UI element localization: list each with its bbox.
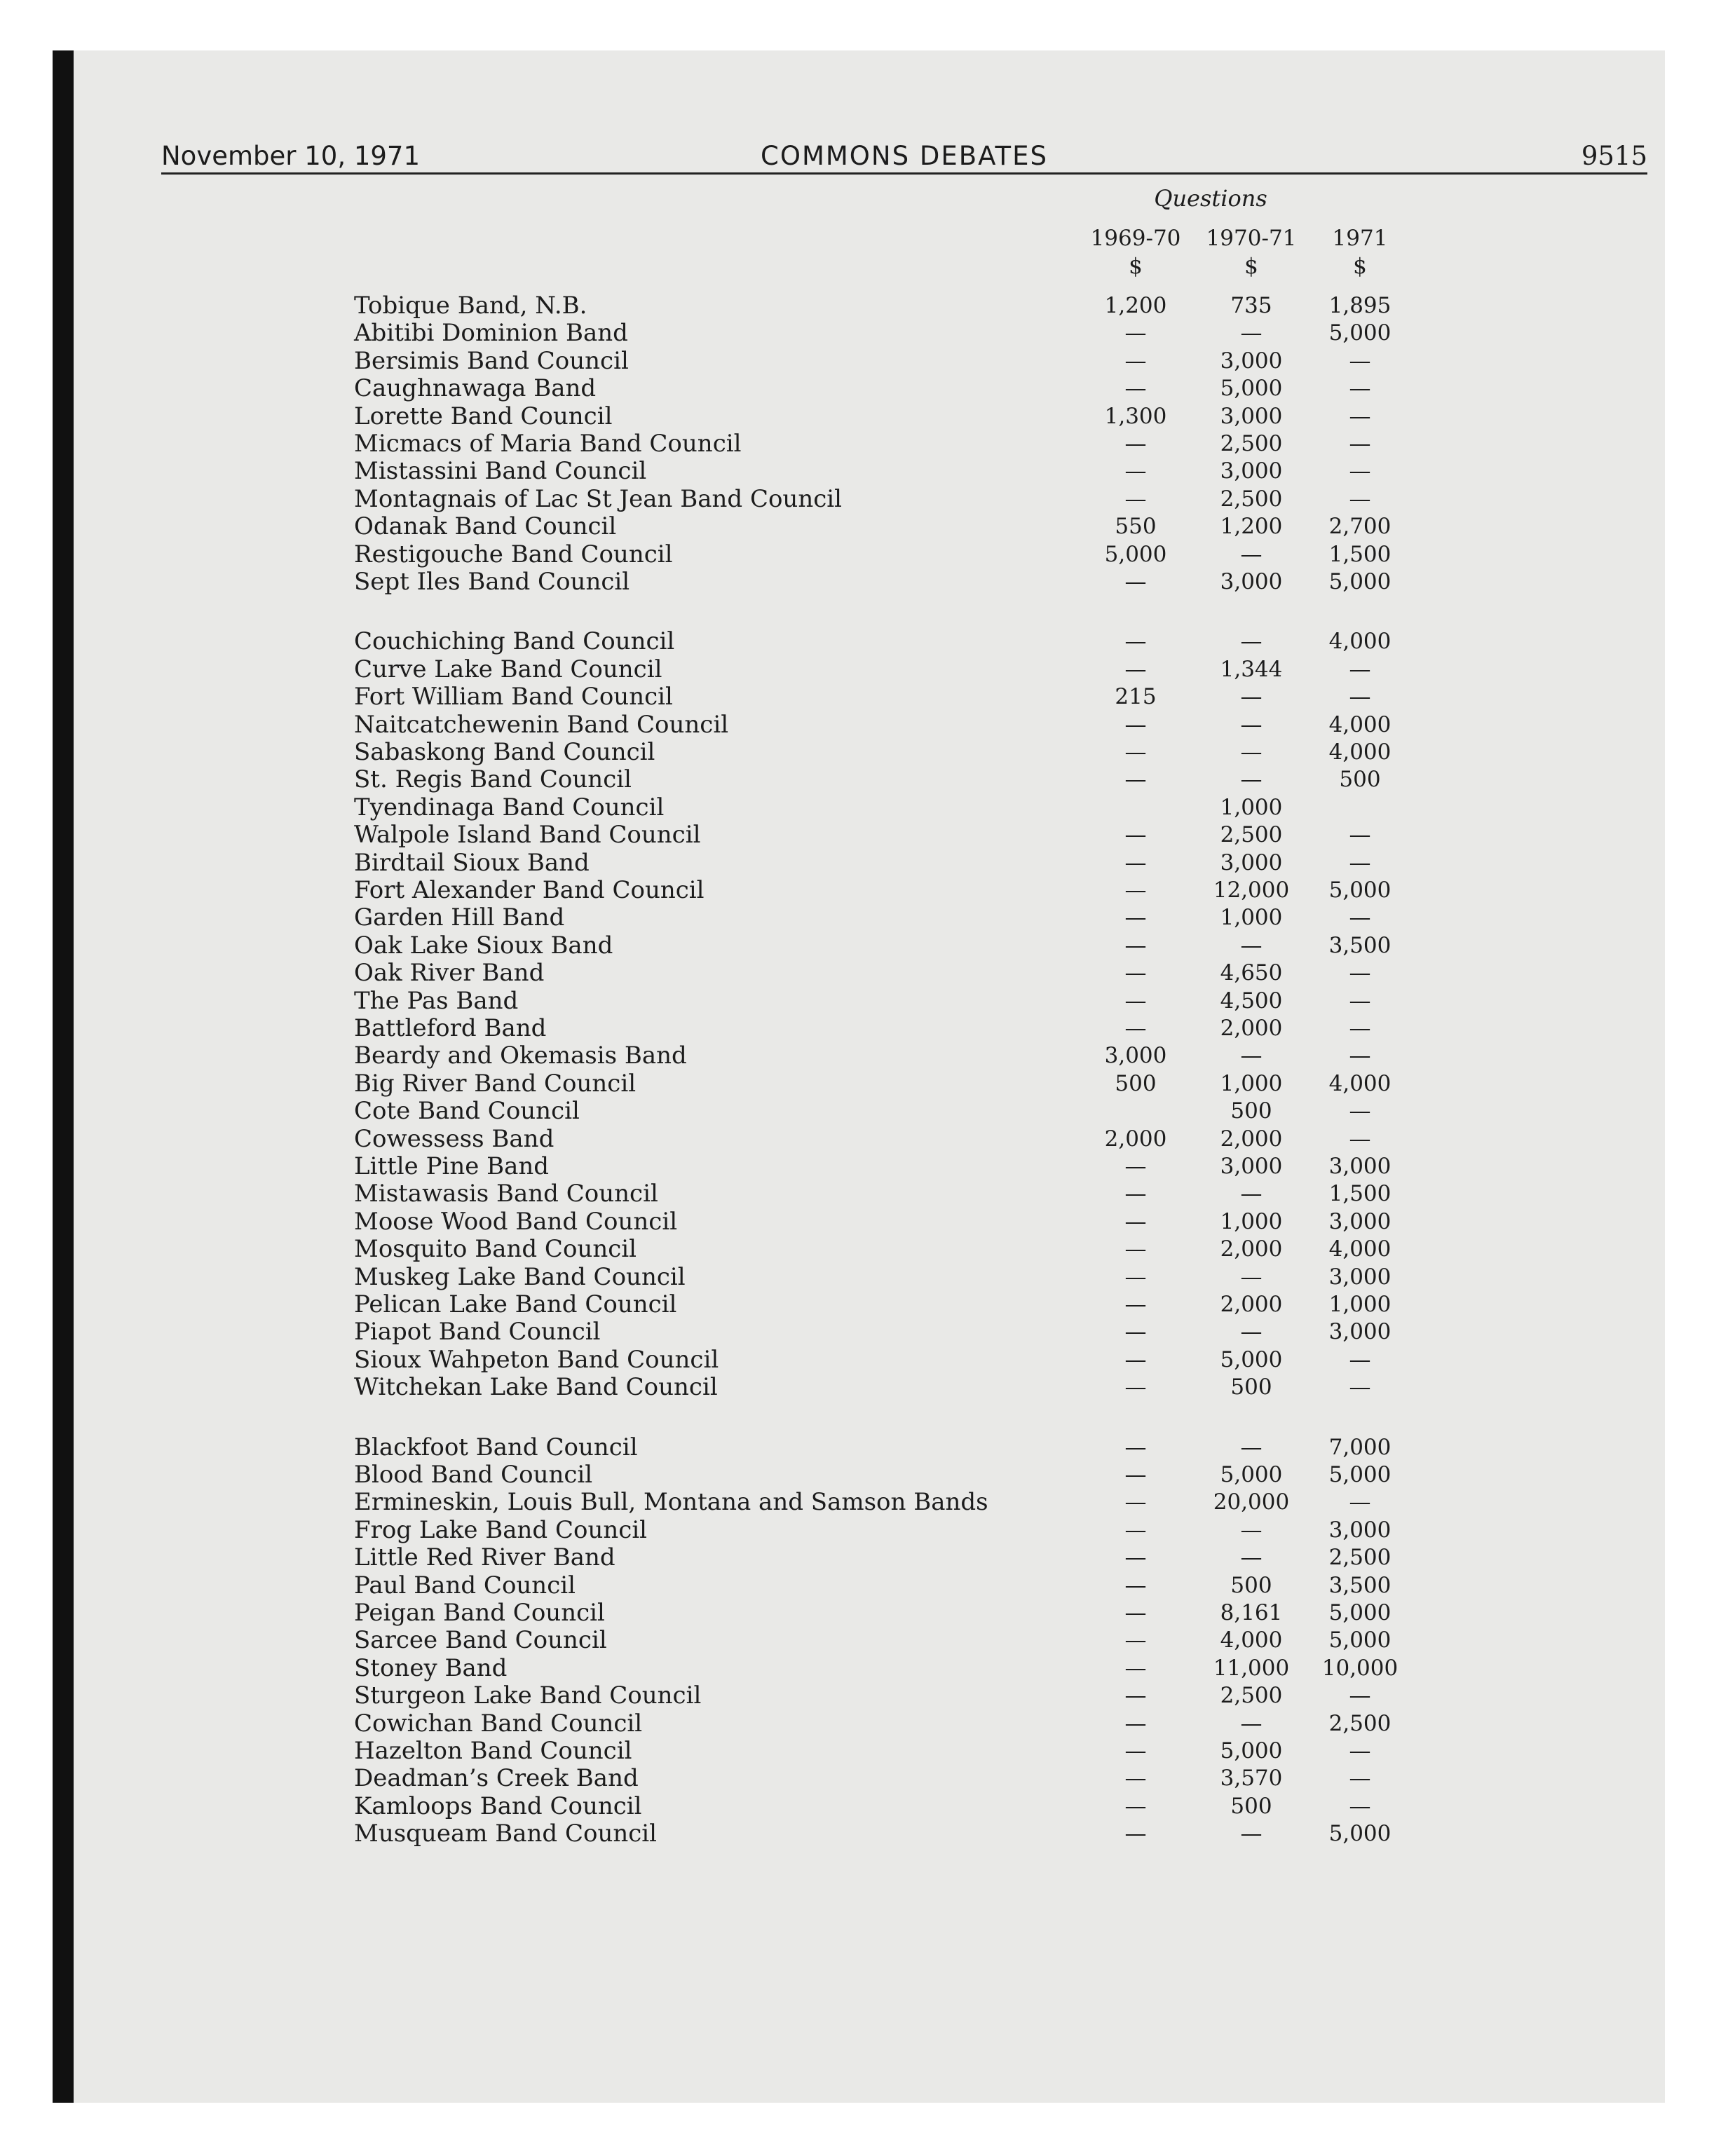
table-row: [53, 904, 1665, 932]
value-1970-71: —: [1240, 739, 1263, 765]
value-1970-71: 3,000: [1220, 1154, 1283, 1179]
section-title: Questions: [1154, 185, 1267, 212]
value-1969-70: —: [1124, 1292, 1147, 1317]
value-1971: —: [1349, 1738, 1371, 1763]
table-row: [53, 1208, 1665, 1236]
value-1970-71: 2,500: [1220, 486, 1283, 512]
value-1969-70: —: [1124, 739, 1147, 765]
value-1971: 5,000: [1328, 1600, 1392, 1625]
value-1969-70: —: [1124, 1711, 1147, 1736]
value-1969-70: —: [1124, 1209, 1147, 1234]
table-row: [53, 932, 1665, 960]
value-1970-71: —: [1240, 320, 1263, 346]
band-name: Mistassini Band Council: [354, 457, 647, 485]
value-1969-70: —: [1124, 1489, 1147, 1515]
value-1969-70: —: [1124, 1628, 1147, 1653]
value-1970-71: —: [1240, 629, 1263, 654]
value-1971: —: [1349, 1126, 1371, 1152]
band-name: Sarcee Band Council: [354, 1626, 607, 1654]
table-row: [53, 1710, 1665, 1738]
table-row: [53, 1572, 1665, 1599]
band-name: Battleford Band: [354, 1014, 547, 1042]
value-1970-71: —: [1240, 1517, 1263, 1543]
value-1971: 5,000: [1328, 569, 1392, 594]
band-name: Caughnawaga Band: [354, 374, 597, 402]
band-name: Bersimis Band Council: [354, 347, 629, 375]
value-1969-70: —: [1124, 1766, 1147, 1791]
table-row: [53, 683, 1665, 711]
value-1971: 3,000: [1328, 1154, 1392, 1179]
band-name: Blackfoot Band Council: [354, 1433, 638, 1461]
column-year-1971: 1971: [1332, 226, 1388, 251]
value-1969-70: —: [1124, 486, 1147, 512]
table-row: [53, 1793, 1665, 1820]
value-1970-71: 1,344: [1220, 657, 1283, 682]
band-name: Tobique Band, N.B.: [354, 292, 587, 320]
band-name: Witchekan Lake Band Council: [354, 1373, 718, 1401]
band-name: Sioux Wahpeton Band Council: [354, 1346, 719, 1374]
value-1970-71: —: [1240, 1181, 1263, 1206]
value-1969-70: 3,000: [1104, 1043, 1167, 1068]
table-row: [53, 1820, 1665, 1848]
value-1970-71: 1,000: [1220, 1209, 1283, 1234]
band-name: Micmacs of Maria Band Council: [354, 430, 742, 458]
band-name: Little Pine Band: [354, 1152, 550, 1180]
value-1971: 4,000: [1328, 712, 1392, 737]
band-name: Tyendinaga Band Council: [354, 793, 665, 821]
value-1969-70: —: [1124, 850, 1147, 875]
column-year-1970-71: 1970-71: [1206, 226, 1297, 251]
value-1971: 10,000: [1321, 1656, 1399, 1681]
value-1969-70: —: [1124, 458, 1147, 484]
value-1970-71: —: [1240, 933, 1263, 958]
band-name: Pelican Lake Band Council: [354, 1290, 677, 1318]
value-1969-70: —: [1124, 629, 1147, 654]
value-1970-71: 3,000: [1220, 348, 1283, 374]
value-1970-71: 5,000: [1220, 1462, 1283, 1487]
band-name: Kamloops Band Council: [354, 1792, 642, 1820]
value-1971: 2,700: [1328, 514, 1392, 539]
table-row: [53, 1126, 1665, 1153]
value-1970-71: 2,500: [1220, 1683, 1283, 1708]
value-1971: —: [1349, 657, 1371, 682]
value-1971: —: [1349, 850, 1371, 875]
value-1970-71: —: [1240, 1711, 1263, 1736]
value-1971: 3,000: [1328, 1319, 1392, 1344]
band-name: Beardy and Okemasis Band: [354, 1042, 687, 1070]
band-name: Naitcatchewenin Band Council: [354, 711, 729, 739]
value-1970-71: 3,000: [1220, 569, 1283, 594]
value-1969-70: —: [1124, 657, 1147, 682]
table-row: [53, 1517, 1665, 1544]
value-1971: —: [1349, 905, 1371, 930]
band-name: Restigouche Band Council: [354, 540, 673, 568]
band-name: Stoney Band: [354, 1654, 508, 1682]
value-1971: —: [1349, 1098, 1371, 1124]
value-1969-70: —: [1124, 376, 1147, 401]
value-1971: —: [1349, 1794, 1371, 1819]
value-1971: 3,000: [1328, 1517, 1392, 1543]
running-header: [161, 140, 1647, 172]
value-1969-70: —: [1124, 348, 1147, 374]
value-1971: 1,500: [1328, 542, 1392, 567]
value-1969-70: —: [1124, 1656, 1147, 1681]
band-name: Montagnais of Lac St Jean Band Council: [354, 485, 843, 513]
value-1969-70: —: [1124, 1016, 1147, 1041]
table-row: [53, 1544, 1665, 1571]
band-name: Cote Band Council: [354, 1097, 580, 1125]
value-1971: —: [1349, 431, 1371, 456]
value-1969-70: —: [1124, 878, 1147, 903]
table-row: [53, 711, 1665, 739]
value-1970-71: —: [1240, 1821, 1263, 1846]
value-1971: —: [1349, 486, 1371, 512]
value-1971: 1,895: [1328, 293, 1392, 318]
band-name: Couchiching Band Council: [354, 627, 675, 655]
table-row: [53, 1738, 1665, 1765]
band-name: Little Red River Band: [354, 1543, 615, 1571]
value-1970-71: 2,000: [1220, 1292, 1283, 1317]
band-name: Big River Band Council: [354, 1070, 637, 1098]
table-row: [53, 766, 1665, 793]
table-row: [53, 568, 1665, 596]
table-row: [53, 1461, 1665, 1489]
table-row: [53, 850, 1665, 877]
value-1969-70: —: [1124, 1347, 1147, 1372]
value-1970-71: —: [1240, 712, 1263, 737]
value-1971: 5,000: [1328, 878, 1392, 903]
value-1970-71: 2,500: [1220, 822, 1283, 847]
value-1970-71: 5,000: [1220, 376, 1283, 401]
table-row: [53, 628, 1665, 655]
value-1969-70: —: [1124, 431, 1147, 456]
table-row: [53, 1599, 1665, 1627]
header-date: November 10, 1971: [161, 141, 421, 171]
value-1969-70: —: [1124, 1794, 1147, 1819]
value-1970-71: —: [1240, 1319, 1263, 1344]
table-row: [53, 458, 1665, 485]
value-1971: —: [1349, 1374, 1371, 1400]
table-row: [53, 1264, 1665, 1291]
table-row: [53, 1015, 1665, 1042]
value-1969-70: —: [1124, 1600, 1147, 1625]
value-1971: 2,500: [1328, 1545, 1392, 1570]
value-1970-71: 1,200: [1220, 514, 1283, 539]
value-1971: —: [1349, 960, 1371, 985]
table-row: [53, 1070, 1665, 1098]
value-1970-71: 4,650: [1220, 960, 1283, 985]
value-1969-70: —: [1124, 1683, 1147, 1708]
value-1969-70: —: [1124, 1545, 1147, 1570]
band-name: Peigan Band Council: [354, 1599, 605, 1627]
band-name: Oak Lake Sioux Band: [354, 932, 613, 960]
value-1970-71: 12,000: [1213, 878, 1290, 903]
value-1970-71: —: [1240, 767, 1263, 792]
value-1971: 3,000: [1328, 1209, 1392, 1234]
table-row: [53, 877, 1665, 904]
value-1971: 1,000: [1328, 1292, 1392, 1317]
value-1971: 3,000: [1328, 1264, 1392, 1290]
value-1969-70: —: [1124, 933, 1147, 958]
band-name: Garden Hill Band: [354, 903, 565, 932]
value-1970-71: —: [1240, 684, 1263, 709]
band-name: Musqueam Band Council: [354, 1820, 658, 1848]
value-1970-71: 5,000: [1220, 1347, 1283, 1372]
table-row: [53, 1346, 1665, 1374]
value-1969-70: —: [1124, 1181, 1147, 1206]
value-1971: 4,000: [1328, 1236, 1392, 1262]
band-name: Odanak Band Council: [354, 512, 617, 540]
band-name: Cowessess Band: [354, 1125, 554, 1153]
value-1971: —: [1349, 1016, 1371, 1041]
value-1969-70: —: [1124, 1374, 1147, 1400]
value-1970-71: 2,500: [1220, 431, 1283, 456]
value-1969-70: —: [1124, 1264, 1147, 1290]
band-name: Frog Lake Band Council: [354, 1516, 648, 1544]
value-1969-70: 550: [1115, 514, 1157, 539]
table-row: [53, 1180, 1665, 1208]
band-name: Curve Lake Band Council: [354, 655, 662, 683]
value-1969-70: 500: [1115, 1071, 1157, 1096]
value-1970-71: 4,000: [1220, 1628, 1283, 1653]
value-1971: 4,000: [1328, 629, 1392, 654]
table-row: [53, 430, 1665, 458]
value-1969-70: —: [1124, 1435, 1147, 1460]
table-row: [53, 656, 1665, 683]
value-1971: 5,000: [1328, 1628, 1392, 1653]
value-1971: 5,000: [1328, 1821, 1392, 1846]
column-unit-1970-71: $: [1244, 254, 1258, 279]
band-name: Fort Alexander Band Council: [354, 876, 705, 904]
column-unit-1971: $: [1353, 254, 1367, 279]
table-row: [53, 403, 1665, 430]
value-1971: —: [1349, 1347, 1371, 1372]
value-1971: 4,000: [1328, 739, 1392, 765]
value-1970-71: 500: [1230, 1098, 1272, 1124]
value-1970-71: 1,000: [1220, 795, 1283, 820]
value-1970-71: —: [1240, 1545, 1263, 1570]
value-1971: 3,500: [1328, 933, 1392, 958]
table-row: [53, 988, 1665, 1015]
value-1969-70: —: [1124, 1821, 1147, 1846]
value-1970-71: 2,000: [1220, 1016, 1283, 1041]
table-row: [53, 486, 1665, 513]
band-name: Mistawasis Band Council: [354, 1180, 658, 1208]
band-name: Fort William Band Council: [354, 683, 673, 711]
table-row: [53, 1042, 1665, 1070]
value-1969-70: —: [1124, 1319, 1147, 1344]
value-1969-70: 1,200: [1104, 293, 1167, 318]
table-row: [53, 1153, 1665, 1180]
band-name: Lorette Band Council: [354, 402, 613, 430]
band-name: Blood Band Council: [354, 1461, 593, 1489]
value-1971: —: [1349, 458, 1371, 484]
band-name: Sabaskong Band Council: [354, 738, 655, 766]
table-row: [53, 1682, 1665, 1710]
value-1971: —: [1349, 822, 1371, 847]
column-year-1969-70: 1969-70: [1090, 226, 1181, 251]
band-name: Cowichan Band Council: [354, 1710, 643, 1738]
value-1970-71: 500: [1230, 1573, 1272, 1598]
band-name: Oak River Band: [354, 959, 545, 987]
value-1971: —: [1349, 1489, 1371, 1515]
table-row: [53, 739, 1665, 766]
header-rule: [161, 172, 1647, 175]
table-row: [53, 292, 1665, 320]
band-name: Deadman’s Creek Band: [354, 1764, 639, 1792]
value-1970-71: 2,000: [1220, 1236, 1283, 1262]
band-name: The Pas Band: [354, 987, 519, 1015]
value-1970-71: 11,000: [1213, 1656, 1290, 1681]
band-name: Piapot Band Council: [354, 1318, 601, 1346]
value-1970-71: 500: [1230, 1794, 1272, 1819]
value-1969-70: —: [1124, 1236, 1147, 1262]
value-1969-70: 215: [1115, 684, 1157, 709]
value-1971: 7,000: [1328, 1435, 1392, 1460]
value-1971: 3,500: [1328, 1573, 1392, 1598]
band-name: Paul Band Council: [354, 1571, 576, 1599]
value-1971: —: [1349, 684, 1371, 709]
table-row: [53, 1236, 1665, 1263]
value-1971: —: [1349, 1683, 1371, 1708]
value-1971: —: [1349, 348, 1371, 374]
value-1970-71: 20,000: [1213, 1489, 1290, 1515]
value-1970-71: 3,000: [1220, 404, 1283, 429]
value-1969-70: —: [1124, 712, 1147, 737]
value-1970-71: 735: [1230, 293, 1272, 318]
value-1971: —: [1349, 988, 1371, 1014]
value-1970-71: 1,000: [1220, 1071, 1283, 1096]
value-1970-71: 2,000: [1220, 1126, 1283, 1152]
value-1969-70: —: [1124, 988, 1147, 1014]
value-1971: —: [1349, 376, 1371, 401]
value-1970-71: 5,000: [1220, 1738, 1283, 1763]
value-1970-71: 1,000: [1220, 905, 1283, 930]
band-name: Birdtail Sioux Band: [354, 849, 590, 877]
value-1970-71: 500: [1230, 1374, 1272, 1400]
value-1969-70: —: [1124, 1573, 1147, 1598]
table-row: [53, 821, 1665, 849]
table-row: [53, 1627, 1665, 1654]
band-name: Moose Wood Band Council: [354, 1208, 678, 1236]
value-1969-70: —: [1124, 1154, 1147, 1179]
table-row: [53, 513, 1665, 540]
value-1970-71: —: [1240, 1435, 1263, 1460]
value-1969-70: —: [1124, 1738, 1147, 1763]
table-row: [53, 1291, 1665, 1318]
value-1970-71: —: [1240, 1043, 1263, 1068]
value-1971: 500: [1339, 767, 1381, 792]
value-1971: —: [1349, 404, 1371, 429]
band-name: Sturgeon Lake Band Council: [354, 1681, 702, 1710]
table-row: [53, 320, 1665, 347]
table-row: [53, 375, 1665, 402]
value-1969-70: —: [1124, 320, 1147, 346]
value-1970-71: 3,000: [1220, 850, 1283, 875]
band-name: Walpole Island Band Council: [354, 821, 701, 849]
value-1971: 5,000: [1328, 320, 1392, 346]
value-1971: 1,500: [1328, 1181, 1392, 1206]
header-title: COMMONS DEBATES: [760, 141, 1048, 171]
value-1969-70: —: [1124, 960, 1147, 985]
value-1970-71: —: [1240, 1264, 1263, 1290]
band-name: Muskeg Lake Band Council: [354, 1263, 686, 1291]
value-1969-70: 5,000: [1104, 542, 1167, 567]
table-row: [53, 794, 1665, 821]
table-row: [53, 1489, 1665, 1516]
value-1969-70: —: [1124, 1517, 1147, 1543]
value-1970-71: 3,570: [1220, 1766, 1283, 1791]
band-name: St. Regis Band Council: [354, 765, 632, 793]
table-row: [53, 1098, 1665, 1125]
value-1970-71: 8,161: [1220, 1600, 1283, 1625]
value-1970-71: 3,000: [1220, 458, 1283, 484]
table-row: [53, 348, 1665, 375]
document-page: [53, 50, 1665, 2103]
header-page-number: 9515: [1581, 141, 1647, 171]
band-name: Abitibi Dominion Band: [354, 319, 628, 347]
value-1969-70: —: [1124, 767, 1147, 792]
band-name: Sept Iles Band Council: [354, 568, 630, 596]
table-row: [53, 1655, 1665, 1682]
value-1969-70: —: [1124, 1462, 1147, 1487]
band-name: Ermineskin, Louis Bull, Montana and Samson Bands: [354, 1488, 988, 1516]
value-1971: —: [1349, 1043, 1371, 1068]
value-1969-70: 1,300: [1104, 404, 1167, 429]
value-1971: 4,000: [1328, 1071, 1392, 1096]
value-1970-71: 4,500: [1220, 988, 1283, 1014]
value-1969-70: 2,000: [1104, 1126, 1167, 1152]
column-unit-1969-70: $: [1129, 254, 1143, 279]
value-1969-70: —: [1124, 569, 1147, 594]
value-1969-70: —: [1124, 822, 1147, 847]
table-row: [53, 541, 1665, 568]
value-1971: 2,500: [1328, 1711, 1392, 1736]
band-name: Mosquito Band Council: [354, 1235, 637, 1263]
table-row: [53, 1434, 1665, 1461]
value-1971: 5,000: [1328, 1462, 1392, 1487]
value-1969-70: —: [1124, 905, 1147, 930]
band-name: Hazelton Band Council: [354, 1737, 632, 1765]
table-row: [53, 1765, 1665, 1792]
table-row: [53, 1318, 1665, 1346]
table-row: [53, 960, 1665, 987]
table-row: [53, 1374, 1665, 1401]
value-1970-71: —: [1240, 542, 1263, 567]
value-1971: —: [1349, 1766, 1371, 1791]
